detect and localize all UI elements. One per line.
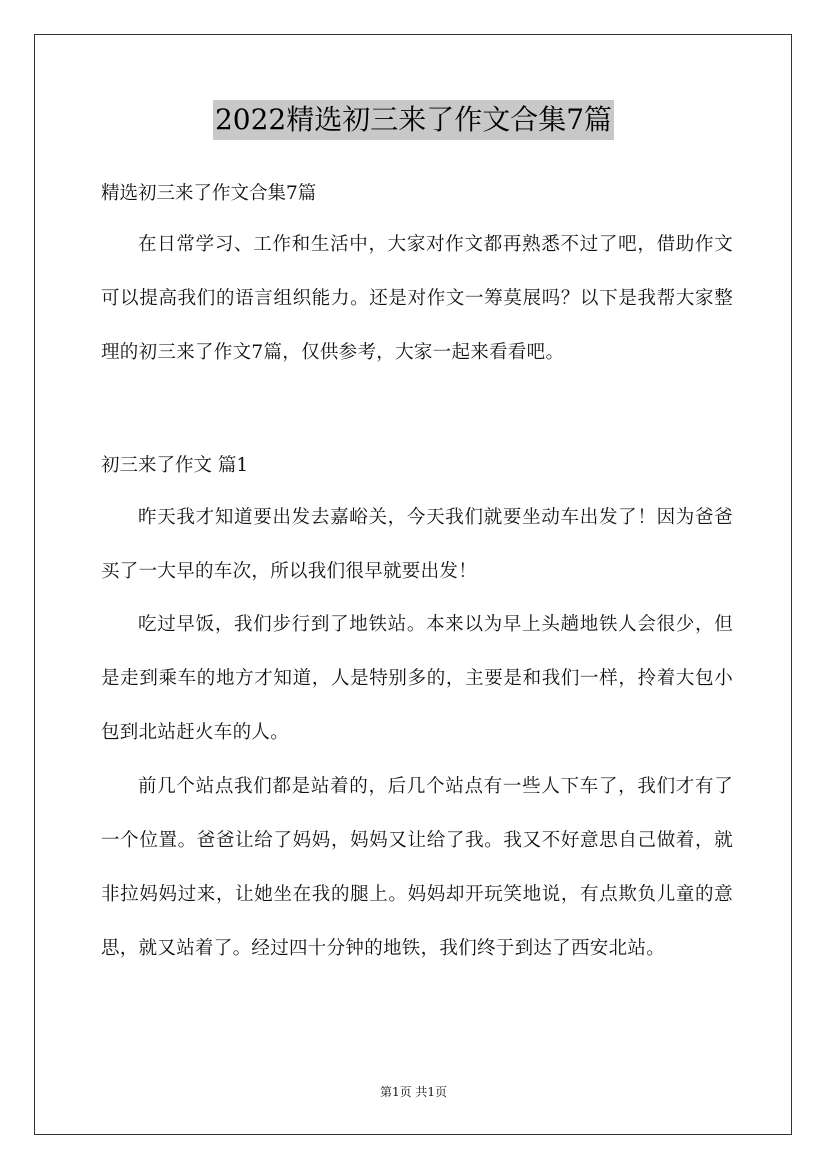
body-paragraph-2: 吃过早饭，我们步行到了地铁站。本来以为早上头趟地铁人会很少，但是走到乘车的地方才知道，人是特别多的，主要是和我们一样，拎着大包小包到北站赶火车的人。 bbox=[101, 614, 733, 743]
intro-paragraph: 在日常学习、工作和生活中，大家对作文都再熟悉不过了吧，借助作文可以提高我们的语言组织能力。还是对作文一筹莫展吗？以下是我帮大家整理的初三来了作文7篇，仅供参考，大家一起来看看吧。 bbox=[101, 234, 733, 363]
page-footer: 第1页 共1页 bbox=[379, 1085, 448, 1099]
body-paragraph-1: 昨天我才知道要出发去嘉峪关，今天我们就要坐动车出发了！因为爸爸买了一大早的车次，所以我们很早就要出发！ bbox=[101, 507, 733, 582]
document-title: 2022精选初三来了作文合集7篇 bbox=[213, 100, 614, 140]
document-subtitle: 精选初三来了作文合集7篇 bbox=[101, 183, 317, 204]
body-paragraph-3: 前几个站点我们都是站着的，后几个站点有一些人下车了，我们才有了一个位置。爸爸让给了妈妈，妈妈又让给了我。我又不好意思自己做着，就非拉妈妈过来，让她坐在我的腿上。妈妈却开玩笑地说，有点欺负儿童的意思，就又站着了。经过四十分钟的地铁，我们终于到达了西安北站。 bbox=[101, 776, 733, 959]
section-heading: 初三来了作文 篇1 bbox=[101, 455, 249, 476]
title-wrap bbox=[0, 100, 827, 140]
